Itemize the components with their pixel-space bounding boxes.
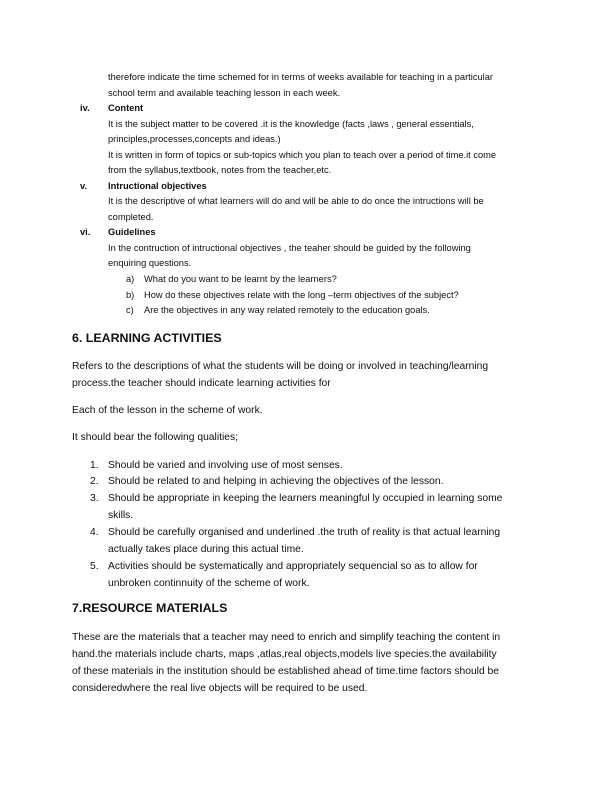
quality-number-2: 2.	[90, 476, 99, 487]
quality-number-1: 1.	[90, 460, 99, 471]
section-7-line-3: of these materials in the institution should be established ahead of time.time factors should be	[72, 666, 499, 677]
quality-1-line-1: Should be varied and involving use of most senses.	[108, 460, 343, 471]
continuation-line-1: therefore indicate the time schemed for in terms of weeks available for teaching in a particular	[108, 72, 493, 82]
quality-5-line-1: Activities should be systematically and appropriately sequencial so as to allow for	[108, 561, 478, 572]
section-7-line-4: consideredwhere the real live objects will be required to be used.	[72, 683, 368, 694]
section-6-number: 6	[72, 331, 79, 345]
section-6-title: . LEARNING ACTIVITIES	[78, 331, 222, 345]
section-6-heading	[72, 331, 222, 345]
sub-item-marker-a: a)	[126, 274, 135, 284]
continuation-line-2: school term and available teaching lesson in each week.	[108, 88, 341, 98]
quality-number-3: 3.	[90, 493, 99, 504]
sub-item-marker-c: c)	[126, 305, 134, 315]
section-7-line-2: hand.the materials include charts, maps ,atlas,real objects,models live species.the availability	[72, 649, 497, 660]
section-7-line-1: These are the materials that a teacher may need to enrich and simplify teaching the content in	[72, 632, 501, 643]
quality-3-line-1: Should be appropriate in keeping the learners meaningful ly occupied in learning some	[108, 493, 503, 504]
sub-item-a: What do you want to be learnt by the learners?	[144, 274, 337, 284]
objectives-line-2: completed.	[108, 212, 154, 222]
section-6-para-3: It should bear the following qualities;	[72, 432, 238, 443]
section-6-para-1-line-2: process.the teacher should indicate learning activities for	[72, 378, 331, 389]
quality-5-line-2: unbroken continnuity of the scheme of work.	[108, 578, 310, 589]
roman-numeral-v: v.	[80, 181, 88, 191]
roman-numeral-vi: vi.	[80, 227, 91, 237]
content-heading: Content	[108, 103, 144, 113]
quality-4-line-1: Should be carefully organised and underlined .the truth of reality is that actual learning	[108, 527, 501, 538]
quality-4-line-2: actually takes place during this actual time.	[108, 544, 304, 555]
sub-item-b: How do these objectives relate with the long –term objectives of the subject?	[144, 290, 459, 300]
objectives-line-1: It is the descriptive of what learners will do and will be able to do once the intructions will be	[108, 196, 484, 206]
section-6-para-2: Each of the lesson in the scheme of work.	[72, 405, 263, 416]
section-6-para-1-line-1: Refers to the descriptions of what the students will be doing or involved in teaching/learning	[72, 361, 489, 372]
objectives-heading: Intructional objectives	[108, 181, 207, 191]
section-7-heading: 7.RESOURCE MATERIALS	[72, 601, 228, 615]
guidelines-heading: Guidelines	[108, 227, 156, 237]
content-line-1: It is the subject matter to be covered .it is the knowledge (facts ,laws , general essentials,	[108, 119, 474, 129]
quality-number-4: 4.	[90, 527, 99, 538]
content-line-2: principles,processes,concepts and ideas.)	[108, 134, 281, 144]
roman-numeral-iv: iv.	[80, 103, 90, 113]
quality-2-line-1: Should be related to and helping in achieving the objectives of the lesson.	[108, 476, 444, 487]
sub-item-c: Are the objectives in any way related remotely to the education goals.	[144, 305, 430, 315]
content-line-4: from the syllabus,textbook, notes from the teacher,etc.	[108, 165, 332, 175]
quality-3-line-2: skills.	[108, 510, 134, 521]
guidelines-line-1: In the contruction of intructional objectives , the teaher should be guided by the following	[108, 243, 471, 253]
quality-number-5: 5.	[90, 561, 99, 572]
content-line-3: It is written in form of topics or sub-topics which you plan to teach over a period of time.it come	[108, 150, 497, 160]
guidelines-line-2: enquiring questions.	[108, 258, 192, 268]
sub-item-marker-b: b)	[126, 290, 135, 300]
